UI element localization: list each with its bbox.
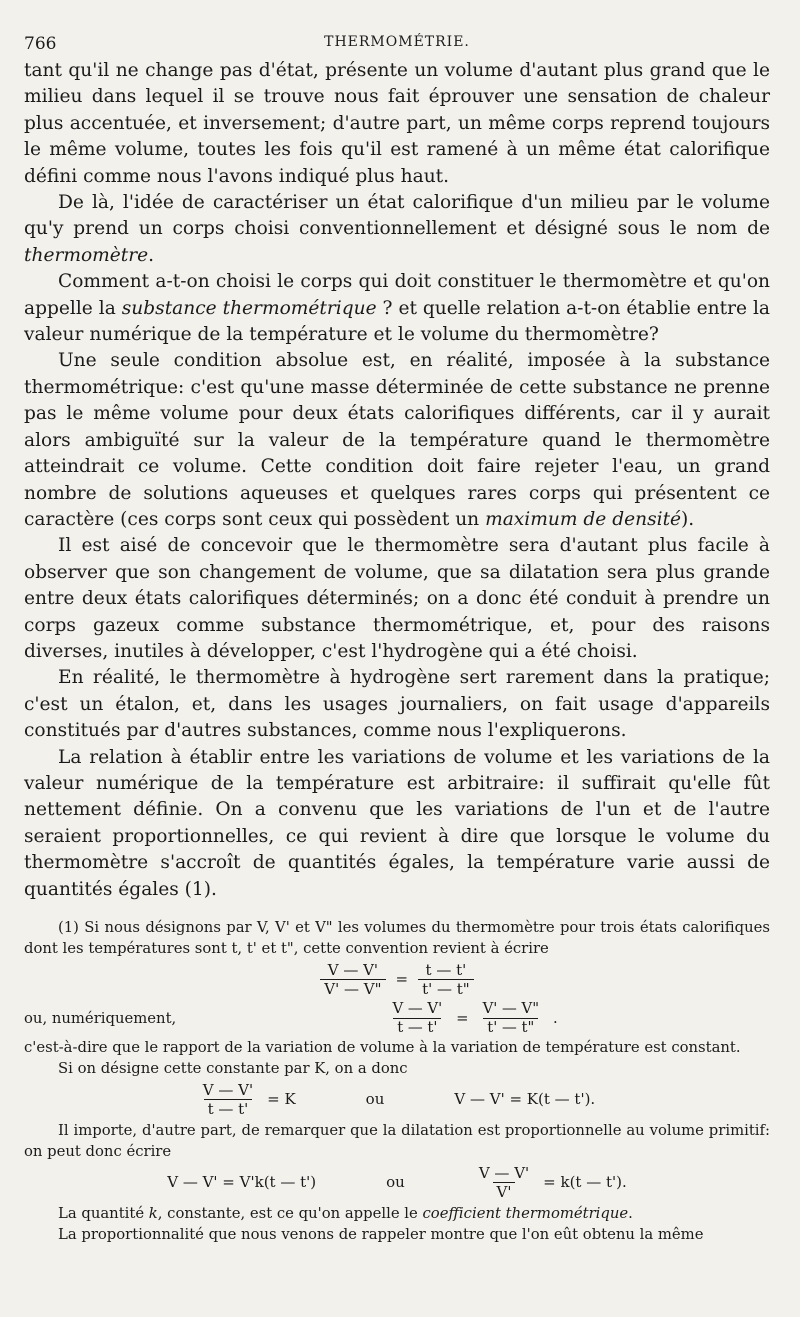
- equation-1: $\frac{V — V'}{V' — V"}$ = $\frac{t — t'}{t' — t"}$: [24, 961, 770, 998]
- paragraph: Il est aisé de concevoir que le thermomètre sera d'autant plus facile à observer que son changement de volume, que sa dilatation sera plus grande entre deux états calorifiques déterminés; on a donc été conduit à prendre un corps gazeux comme substance thermométrique, et, pour des raisons diverses, inutiles à développer, c'est l'hydrogène qui a été choisi.: [24, 535, 770, 662]
- paragraph: tant qu'il ne change pas d'état, présente un volume d'autant plus grand que le milieu dans lequel il se trouve nous fait éprouver une sensation de chaleur plus accentuée, et inversement; d'autre part, un même corps reprend toujours le même volume, toutes les fois qu'il est ramené à un même état calorifique défini comme nous l'avons indiqué plus haut.: [24, 60, 770, 187]
- coefficient-text: La quantité k, constante, est ce qu'on appelle le coefficient thermométrique.: [58, 1205, 633, 1222]
- paragraph: La relation à établir entre les variations de volume et les variations de la valeur numérique de la température est arbitraire: il suffirait qu'elle fût nettement définie. On a convenu que les variations de l'un et de l'autre seraient proportionnelles, ce qui revient à dire que lorsque le volume du thermomètre s'accroît de quantités égales, la température varie aussi de quantités égales (1).: [24, 746, 770, 900]
- footnote: [24, 917, 770, 1245]
- paragraph: Une seule condition absolue est, en réalité, imposée à la substance thermométrique: c'est qu'une masse déterminée de cette substance ne prenne pas le même volume pour deux états calorifiques différents, car il y aurait alors ambiguïté sur la valeur de la température quand le thermomètre atteindrait ce volume. Cette condition doit faire rejeter l'eau, un grand nombre de solutions aqueuses et quelques rares corps qui présentent ce caractère (ces corps sont ceux qui possèdent un maximum de densité).: [24, 350, 770, 530]
- page-header: [24, 0, 770, 58]
- footnote-intro: (1) Si nous désignons par V, V' et V" les volumes du thermomètre pour trois états calorifiques dont les températures sont t, t' et t", cette convention revient à écrire: [24, 919, 770, 957]
- running-title: THERMOMÉTRIE.: [324, 34, 470, 50]
- page-number: 766: [24, 34, 57, 54]
- paragraph: En réalité, le thermomètre à hydrogène sert rarement dans la pratique; c'est un étalon, et, dans les usages journaliers, on fait usage d'appareils constitués par d'autres substances, comme nous l'expliquerons.: [24, 667, 770, 742]
- ratio-text: c'est-à-dire que le rapport de la variation de volume à la variation de température est constant.: [24, 1039, 741, 1056]
- main-text: [24, 58, 770, 903]
- book-page: [24, 0, 770, 1317]
- paragraph: Comment a-t-on choisi le corps qui doit constituer le thermomètre et qu'on appelle la substance thermométrique ? et quelle relation a-t-on établie entre la valeur numérique de la température et le volume du thermomètre?: [24, 271, 770, 346]
- constant-text: Si on désigne cette constante par K, on a donc: [58, 1060, 408, 1077]
- paragraph: De là, l'idée de caractériser un état calorifique d'un milieu par le volume qu'y prend un corps choisi conventionnellement et désigné sous le nom de thermomètre.: [24, 192, 770, 266]
- numerically-label: ou, numériquement,: [24, 1010, 177, 1027]
- equation-3: $\frac{V — V'}{t — t'}$ = K ou V — V' = K(t — t').: [202, 1081, 596, 1118]
- equation-4: V — V' = V'k(t — t') ou $\frac{V — V'}{V'}$ = k(t — t').: [167, 1164, 627, 1201]
- equation-2: ou, numériquement, $\frac{V — V'}{t — t'}$ = $\frac{V' — V"}{t' — t"}$ .: [24, 1000, 558, 1036]
- last-line: La proportionnalité que nous venons de rappeler montre que l'on eût obtenu la même: [58, 1226, 704, 1243]
- dilatation-text: Il importe, d'autre part, de remarquer que la dilatation est proportionnelle au volume primitif: on peut donc écrire: [24, 1122, 770, 1160]
